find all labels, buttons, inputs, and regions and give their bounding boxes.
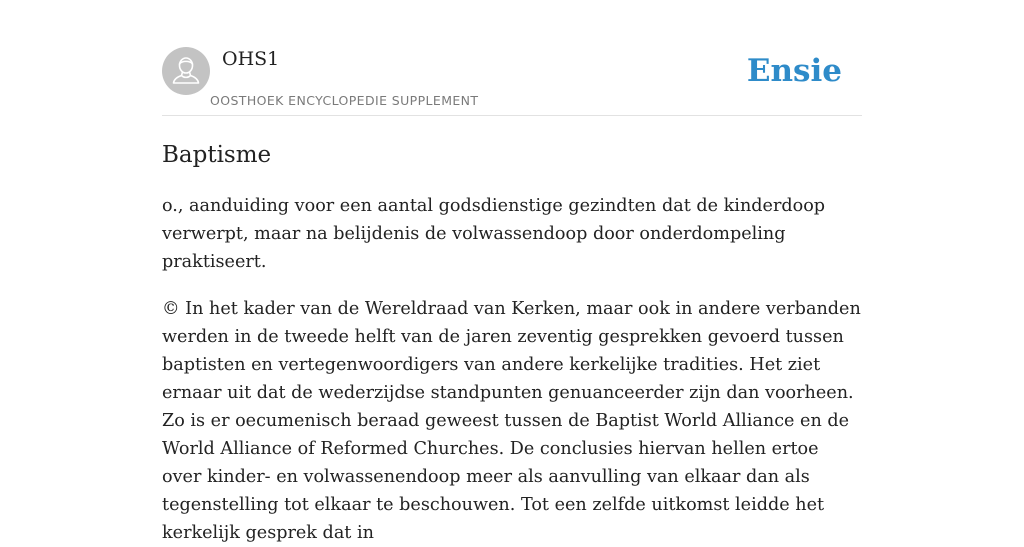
author-link[interactable]: OHS1 [222,48,280,70]
article-title: Baptisme [162,142,272,168]
user-avatar-icon[interactable] [162,47,210,95]
page-header [162,47,862,116]
article-paragraph: o., aanduiding voor een aantal godsdienstige gezindten dat de kinderdoop verwerpt, maar na belijdenis de volwassendoop door onderdompeling praktiseert. [162,196,826,272]
source-label: OOSTHOEK ENCYCLOPEDIE SUPPLEMENT [210,93,479,108]
brand-logo-link[interactable]: Ensie [746,53,842,89]
article-paragraph: © In het kader van de Wereldraad van Kerken, maar ook in andere verbanden werden in de tweede helft van de jaren zeventig gesprekken gevoerd tussen baptisten en vertegenwoordigers van andere kerkelijke tradities. Het ziet ernaar uit dat de wederzijdse standpunten genuanceerder zijn dan voorheen. Zo is er oecumenisch beraad geweest tussen de Baptist World Alliance en de World Alliance of Reformed Churches. De conclusies hiervan hellen ertoe over kinder- en volwassenendoop meer als aanvulling van elkaar dan als tegenstelling tot elkaar te beschouwen. Tot een zelfde uitkomst leidde het kerkelijk gesprek dat in [162,299,861,543]
article [162,138,862,547]
